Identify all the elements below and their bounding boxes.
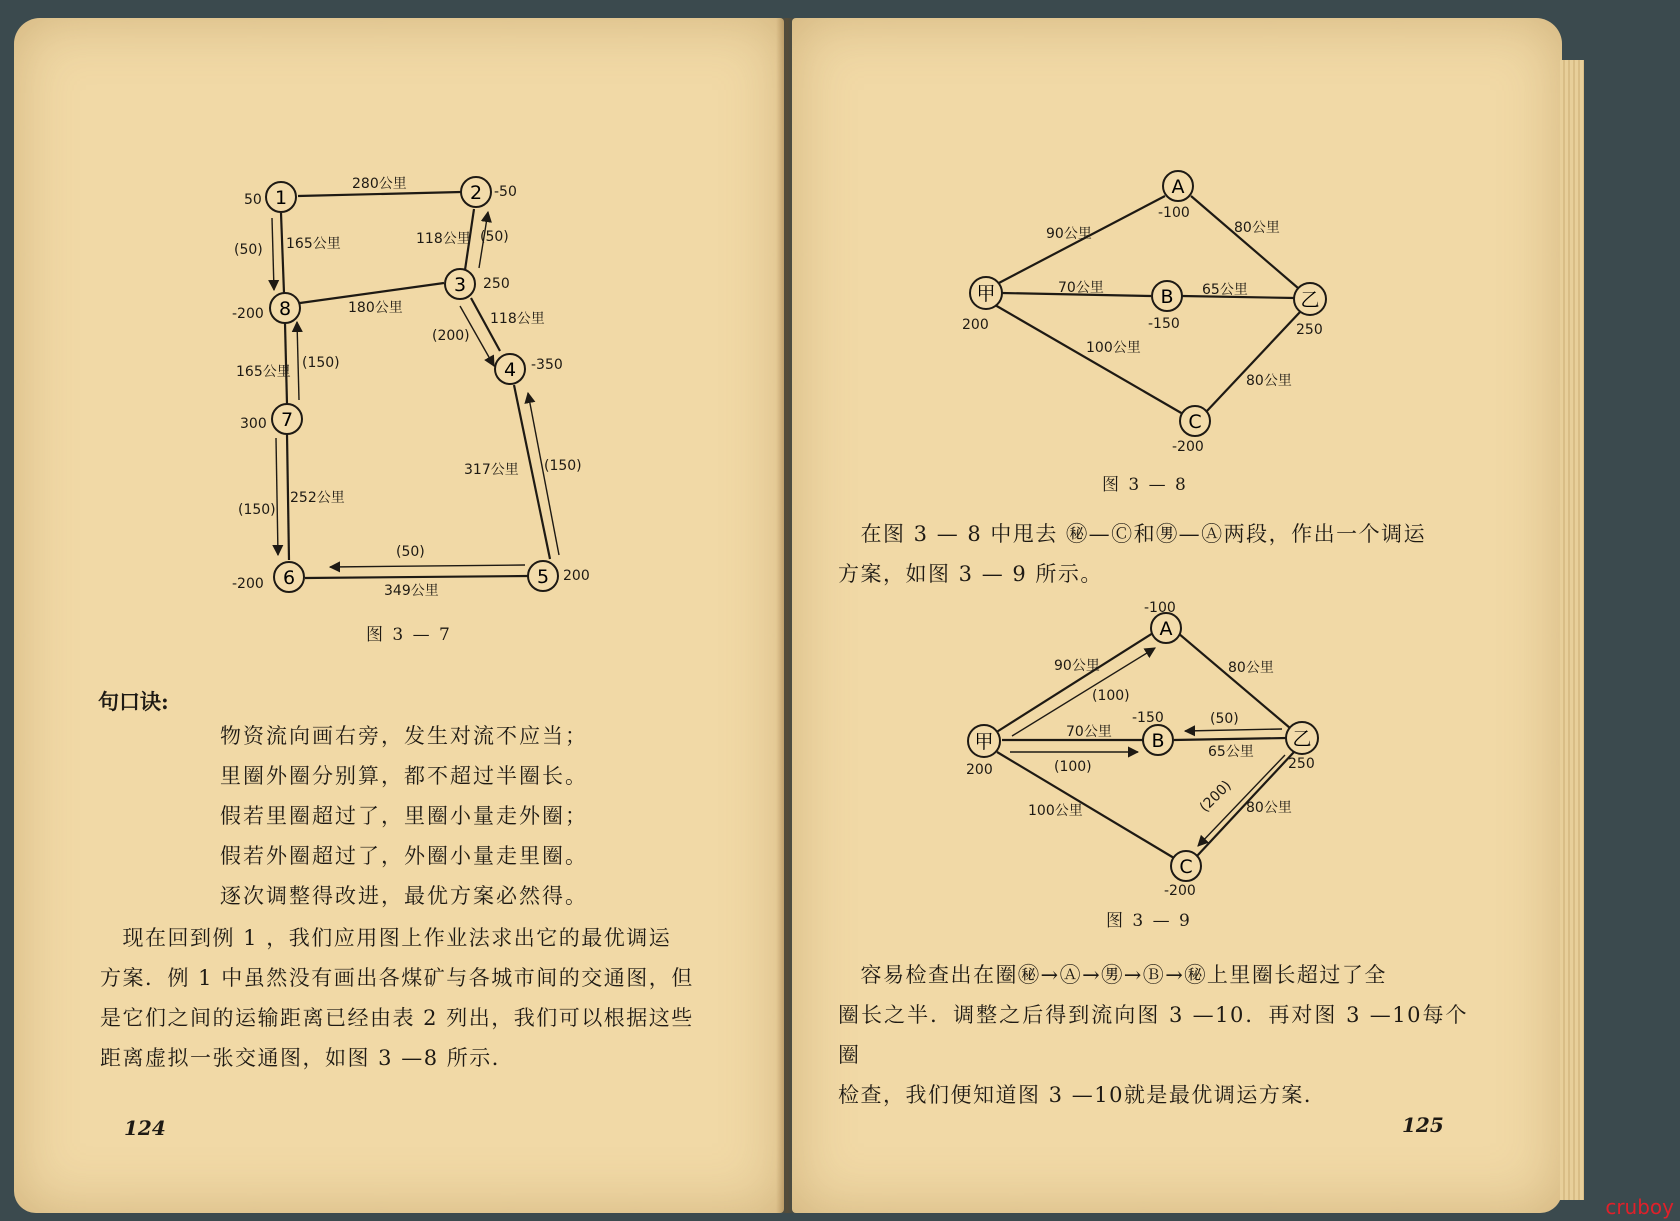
fig9-node-A	[1151, 613, 1181, 643]
fig8-edge-jia-A-label: 90公里	[1046, 226, 1092, 242]
figure-3-9-caption: 图 3 — 9	[1106, 911, 1192, 931]
fig9-node-jia	[968, 725, 1000, 757]
fig9-edge-A-yi-label: 80公里	[1228, 660, 1274, 676]
paragraph-line: 是它们之间的运输距离已经由表 2 列出，我们可以根据这些	[100, 1006, 694, 1030]
flow-3-4-label: (200)	[432, 328, 470, 344]
fig8-C-value: -200	[1172, 439, 1204, 455]
node-6-value: -200	[232, 576, 264, 592]
fig9-edge-C-yi-label: 80公里	[1246, 800, 1292, 816]
flow-yi-B	[1185, 729, 1282, 731]
fig9-edge-jia-B-label: 70公里	[1066, 724, 1112, 740]
fig8-edge-C-yi-label: 80公里	[1246, 373, 1292, 389]
node-8-value: -200	[232, 306, 264, 322]
fig8-B-value: -150	[1148, 316, 1180, 332]
svg-text:甲: 甲	[976, 283, 996, 305]
fig9-A-value: -100	[1144, 600, 1176, 616]
flow-2-3-label: (50)	[480, 229, 509, 245]
fig9-C-value: -200	[1164, 883, 1196, 899]
edge-3-4-label: 118公里	[490, 311, 545, 327]
paragraph-line: 现在回到例 1 ，我们应用图上作业法求出它的最优调运	[100, 926, 672, 950]
verse-line: 里圈外圈分别算，都不超过半圈长。	[220, 764, 588, 788]
right-page-number: 125	[1402, 1113, 1444, 1137]
verse-line: 假若外圈超过了，外圈小量走里圈。	[220, 844, 588, 868]
flow-5-4-label: (150)	[544, 458, 582, 474]
node-3-value: 250	[483, 276, 510, 292]
node-4-value: -350	[531, 357, 563, 373]
left-paragraph	[100, 918, 728, 1078]
fig8-edge-jia-C-label: 100公里	[1086, 340, 1141, 356]
edge-1-8-label: 165公里	[286, 236, 341, 252]
fig8-edge-B-yi-label: 65公里	[1202, 282, 1248, 298]
fig9-node-yi	[1286, 722, 1318, 754]
verse-line: 物资流向画右旁，发生对流不应当；	[220, 724, 588, 748]
node-5-value: 200	[563, 568, 590, 584]
flow-7-8-label: (150)	[302, 355, 340, 371]
paragraph-line: 圈长之半．调整之后得到流向图 3 —10．再对图 3 —10每个圈	[838, 1003, 1468, 1067]
paragraph-line: 容易检查出在圈㊙→Ⓐ→㊚→Ⓑ→㊙上里圈长超过了全	[838, 963, 1387, 987]
svg-text:7: 7	[280, 409, 294, 431]
svg-text:8: 8	[278, 298, 292, 320]
verse-line: 逐次调整得改进，最优方案必然得。	[220, 884, 588, 908]
svg-text:B: B	[1151, 730, 1165, 752]
svg-text:5: 5	[536, 566, 550, 588]
svg-text:2: 2	[469, 182, 483, 204]
svg-text:6: 6	[282, 567, 296, 589]
node-1-value: 50	[244, 192, 262, 208]
fig9-node-C	[1171, 851, 1201, 881]
figure-3-8-caption: 图 3 — 8	[1102, 475, 1188, 495]
fig9-jia-value: 200	[966, 762, 993, 778]
fig9-flow-yi-C-label: (200)	[1196, 777, 1235, 816]
flow-7-6-label: (150)	[238, 502, 276, 518]
svg-text:甲: 甲	[974, 731, 994, 753]
svg-text:A: A	[1159, 618, 1173, 640]
paragraph-line: 检查，我们便知道图 3 —10就是最优调运方案．	[838, 1083, 1327, 1107]
figure-3-7-caption: 图 3 — 7	[366, 625, 452, 645]
fig9-edge-jia-A-label: 90公里	[1054, 658, 1100, 674]
svg-text:C: C	[1188, 411, 1202, 433]
svg-text:3: 3	[453, 274, 467, 296]
flow-5-6-label: (50)	[396, 544, 425, 560]
paragraph-line: 方案．例 1 中虽然没有画出各煤矿与各城市间的交通图，但	[100, 966, 694, 990]
fig9-edge-jia-C-label: 100公里	[1028, 803, 1083, 819]
edge-1-2-label: 280公里	[352, 176, 407, 192]
edge-8-3-label: 180公里	[348, 300, 403, 316]
fig9-yi-value: 250	[1288, 756, 1315, 772]
fig8-yi-value: 250	[1296, 322, 1323, 338]
edge-jia-A	[995, 633, 1153, 733]
fig9-B-value: -150	[1132, 710, 1164, 726]
svg-text:1: 1	[274, 187, 288, 209]
svg-text:C: C	[1179, 856, 1193, 878]
verse-line: 假若里圈超过了，里圈小量走外圈；	[220, 804, 588, 828]
svg-text:A: A	[1171, 176, 1185, 198]
node-2-value: -50	[494, 184, 517, 200]
edge-4-5-label: 317公里	[464, 462, 519, 478]
paragraph-line: 距离虚拟一张交通图，如图 3 —8 所示．	[100, 1046, 515, 1070]
fig9-flow-yi-B-label: (50)	[1210, 711, 1239, 727]
paragraph-line: 在图 3 — 8 中甩去 ㊙—Ⓒ和㊚—Ⓐ两段，作出一个调运	[838, 522, 1427, 546]
watermark: cruboy	[1605, 1195, 1674, 1219]
rhyme-heading: 句口诀:	[98, 689, 169, 714]
edge-8-7-label: 165公里	[236, 364, 291, 380]
fig9-edge-B-yi-label: 65公里	[1208, 744, 1254, 760]
edge-B-yi	[1174, 738, 1287, 740]
fig9-node-B	[1143, 725, 1173, 755]
svg-text:乙: 乙	[1292, 728, 1312, 750]
left-page-number: 124	[124, 1116, 166, 1140]
svg-text:乙: 乙	[1300, 289, 1320, 311]
edge-2-3-label: 118公里	[416, 231, 471, 247]
fig9-flow-jia-B-label: (100)	[1054, 759, 1092, 775]
fig8-jia-value: 200	[962, 317, 989, 333]
bottom-paragraph	[838, 955, 1468, 1115]
svg-text:B: B	[1160, 286, 1174, 308]
edge-7-6-label: 252公里	[290, 490, 345, 506]
flow-1-8-label: (50)	[234, 242, 263, 258]
node-7-value: 300	[240, 416, 267, 432]
fig8-edge-A-yi-label: 80公里	[1234, 220, 1280, 236]
fig9-flow-jia-A-label: (100)	[1092, 688, 1130, 704]
fig8-A-value: -100	[1158, 205, 1190, 221]
fig8-edge-jia-B-label: 70公里	[1058, 280, 1104, 296]
paragraph-line: 方案，如图 3 — 9 所示。	[838, 562, 1103, 586]
edge-5-6-label: 349公里	[384, 583, 439, 599]
svg-text:4: 4	[503, 359, 517, 381]
